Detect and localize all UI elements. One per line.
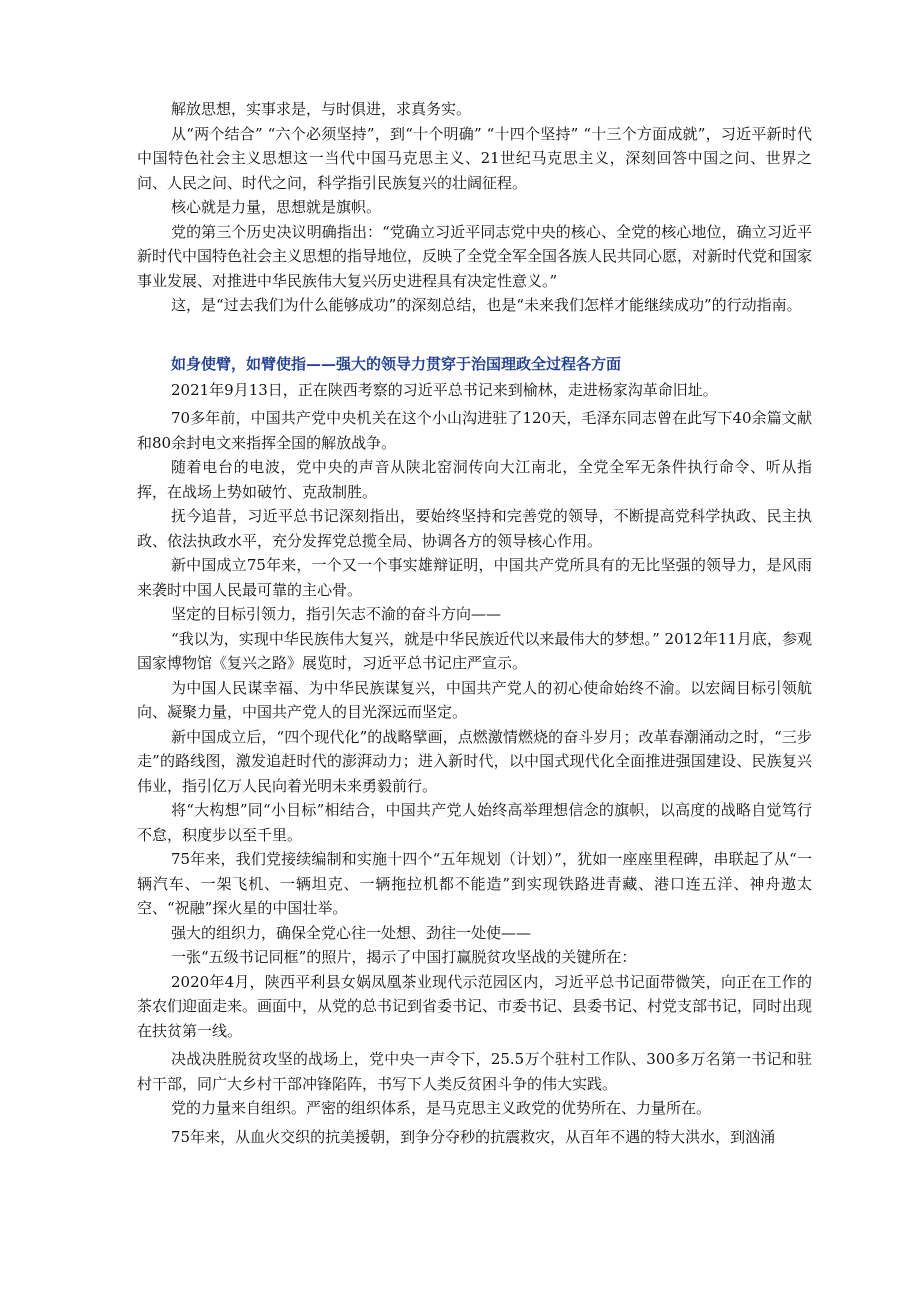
paragraph: 75年来，我们党接续编制和实施十四个“五年规划（计划）”，犹如一座座里程碑，串联起了从“一辆汽车、一架飞机、一辆坦克、一辆拖拉机都不能造”到实现铁路进青藏、港口连五洋、神舟遨太空、“祝融”探火星的中国壮举。 (137, 850, 812, 917)
leadership-section (137, 378, 812, 1150)
paragraph: 核心就是力量，思想就是旗帜。 (171, 198, 382, 216)
paragraph: 新中国成立后，“四个现代化”的战略擘画，点燃激情燃烧的奋斗岁月；改革春潮涌动之时，“三步走”的路线图，激发追赶时代的澎湃动力；进入新时代，以中国式现代化全面推进强国建设、民族复兴伟业，指引亿万人民向着光明未来勇毅前行。 (137, 727, 812, 795)
paragraph: 坚定的目标引领力，指引矢志不渝的奋斗方向—— (171, 605, 502, 623)
paragraph: 新中国成立75年来，一个又一个事实雄辩证明，中国共产党所具有的无比坚强的领导力，是风雨来袭时中国人民最可靠的主心骨。 (137, 556, 812, 599)
paragraph: 解放思想，实事求是，与时俱进，求真务实。 (171, 100, 472, 118)
paragraph: 党的力量来自组织。严密的组织体系，是马克思主义政党的优势所在、力量所在。 (171, 1099, 712, 1117)
paragraph: 70多年前，中国共产党中央机关在这个小山沟进驻了120天，毛泽东同志曾在此写下40余篇文献和80余封电文来指挥全国的解放战争。 (137, 409, 812, 452)
paragraph: 75年来，从血火交织的抗美援朝，到争分夺秒的抗震救灾，从百年不遇的特大洪水，到汹涌 (171, 1127, 776, 1146)
paragraph: 决战决胜脱贫攻坚的战场上，党中央一声令下，25.5万个驻村工作队、300多万名第一书记和驻村干部，同广大乡村干部冲锋陷阵，书写下人类反贫困斗争的伟大实践。 (137, 1050, 812, 1093)
paragraph: 党的第三个历史决议明确指出：“党确立习近平同志党中央的核心、全党的核心地位，确立习近平新时代中国特色社会主义思想的指导地位，反映了全党全军全国各族人民共同心愿，对新时代党和国家事业发展、对推进中华民族伟大复兴历史进程具有决定性意义。” (137, 222, 813, 290)
paragraph: 抚今追昔，习近平总书记深刻指出，要始终坚持和完善党的领导，不断提高党科学执政、民主执政、依法执政水平，充分发挥党总揽全局、协调各方的领导核心作用。 (137, 507, 812, 550)
paragraph: 为中国人民谋幸福、为中华民族谋复兴，中国共产党人的初心使命始终不渝。以宏阔目标引领航向、凝聚力量，中国共产党人的目光深远而坚定。 (137, 678, 812, 721)
paragraph: 强大的组织力，确保全党心往一处想、劲往一处使—— (171, 923, 532, 942)
paragraph: 这，是“过去我们为什么能够成功”的深刻总结，也是“未来我们怎样才能继续成功”的行动指南。 (171, 296, 802, 314)
paragraph: 一张“五级书记同框”的照片，揭示了中国打赢脱贫攻坚战的关键所在： (171, 948, 637, 966)
intro-section (137, 97, 812, 318)
paragraph: 从“两个结合” “六个必须坚持”，到“十个明确” “十四个坚持” “十三个方面成就”，习近平新时代中国特色社会主义思想这一当代中国马克思主义、21世纪马克思主义，深刻回答中国之问、世界之问、人民之问、时代之问，科学指引民族复兴的壮阔征程。 (137, 124, 812, 192)
paragraph: “我以为，实现中华民族伟大复兴，就是中华民族近代以来最伟大的梦想。” 2012年11月底，参观国家博物馆《复兴之路》展览时，习近平总书记庄严宣示。 (137, 629, 812, 672)
paragraph: 2020年4月，陕西平利县女娲凤凰茶业现代示范园区内，习近平总书记面带微笑，向正在工作的茶农们迎面走来。画面中，从党的总书记到省委书记、市委书记、县委书记、村党支部书记，同时出现在扶贫第一线。 (137, 972, 813, 1040)
paragraph: 随着电台的电波，党中央的声音从陕北窑洞传向大江南北，全党全军无条件执行命令、听从指挥，在战场上势如破竹、克敌制胜。 (137, 458, 812, 501)
paragraph: 将“大构想”同“小目标”相结合，中国共产党人始终高举理想信念的旗帜，以高度的战略自觉笃行不怠，积度步以至千里。 (137, 801, 812, 844)
paragraph: 2021年9月13日，正在陕西考察的习近平总书记来到榆林，走进杨家沟革命旧址。 (171, 380, 718, 399)
section-heading: 如身使臂，如臂使指——强大的领导力贯穿于治国理政全过程各方面 (171, 354, 622, 373)
